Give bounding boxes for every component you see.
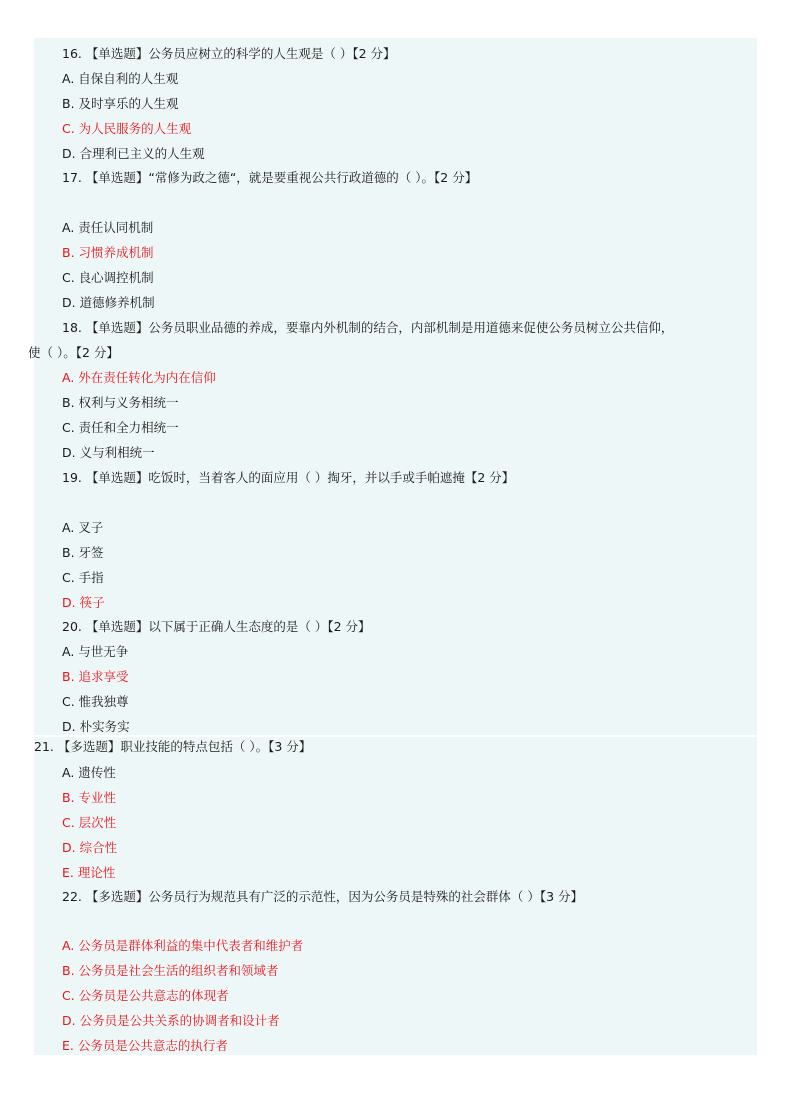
option-18c: C. 责任和全力相统一 bbox=[62, 420, 179, 435]
question-22: 22. 【多选题】公务员行为规范具有广泛的示范性，因为公务员是特殊的社会群体（ ）【3 分】 bbox=[62, 889, 584, 904]
option-18b: B. 权利与义务相统一 bbox=[62, 395, 179, 410]
option-17d: D. 道德修养机制 bbox=[62, 295, 155, 310]
question-18-continued: 使（ ）。【2 分】 bbox=[28, 345, 119, 360]
option-17a: A. 责任认同机制 bbox=[62, 220, 154, 235]
option-18a-correct: A. 外在责任转化为内在信仰 bbox=[62, 370, 216, 385]
option-16c-correct: C. 为人民服务的人生观 bbox=[62, 121, 192, 136]
option-21d-correct: D. 综合性 bbox=[62, 840, 118, 855]
option-20d: D. 朴实务实 bbox=[62, 719, 130, 734]
option-21c-correct: C. 层次性 bbox=[62, 815, 117, 830]
question-20: 20. 【单选题】以下属于正确人生态度的是（ ）【2 分】 bbox=[62, 619, 371, 634]
option-21b-correct: B. 专业性 bbox=[62, 790, 117, 805]
option-21e-correct: E. 理论性 bbox=[62, 865, 116, 880]
exam-section-2 bbox=[34, 737, 757, 1055]
option-22e-correct: E. 公务员是公共意志的执行者 bbox=[62, 1038, 228, 1053]
option-19a: A. 叉子 bbox=[62, 520, 104, 535]
option-19c: C. 手指 bbox=[62, 570, 104, 585]
option-22b-correct: B. 公务员是社会生活的组织者和领域者 bbox=[62, 963, 279, 978]
question-21: 21. 【多选题】职业技能的特点包括（ ）。【3 分】 bbox=[34, 739, 312, 754]
option-22a-correct: A. 公务员是群体利益的集中代表者和维护者 bbox=[62, 938, 304, 953]
exam-section-1 bbox=[28, 38, 757, 735]
option-20c: C. 惟我独尊 bbox=[62, 694, 129, 709]
question-19: 19. 【单选题】吃饭时，当着客人的面应用（ ）掏牙，并以手或手帕遮掩【2 分】 bbox=[62, 470, 515, 485]
option-17b-correct: B. 习惯养成机制 bbox=[62, 245, 154, 260]
option-18d: D. 义与利相统一 bbox=[62, 445, 155, 460]
option-20a: A. 与世无争 bbox=[62, 644, 129, 659]
option-20b-correct: B. 追求享受 bbox=[62, 669, 129, 684]
option-21a: A. 遗传性 bbox=[62, 765, 116, 780]
option-22c-correct: C. 公务员是公共意志的体现者 bbox=[62, 988, 229, 1003]
option-19d-correct: D. 筷子 bbox=[62, 595, 105, 610]
option-16d: D. 合理利已主义的人生观 bbox=[62, 146, 205, 161]
question-16: 16. 【单选题】公务员应树立的科学的人生观是（ ）【2 分】 bbox=[62, 46, 396, 61]
option-16b: B. 及时享乐的人生观 bbox=[62, 96, 179, 111]
option-17c: C. 良心调控机制 bbox=[62, 270, 154, 285]
option-16a: A. 自保自利的人生观 bbox=[62, 71, 179, 86]
question-18: 18. 【单选题】公务员职业品德的养成，要靠内外机制的结合，内部机制是用道德来促使公务员树立公共信仰， bbox=[62, 320, 674, 335]
option-19b: B. 牙签 bbox=[62, 545, 104, 560]
question-17: 17. 【单选题】“常修为政之德“，就是要重视公共行政道德的（ ）。【2 分】 bbox=[62, 170, 478, 185]
option-22d-correct: D. 公务员是公共关系的协调者和设计者 bbox=[62, 1013, 280, 1028]
